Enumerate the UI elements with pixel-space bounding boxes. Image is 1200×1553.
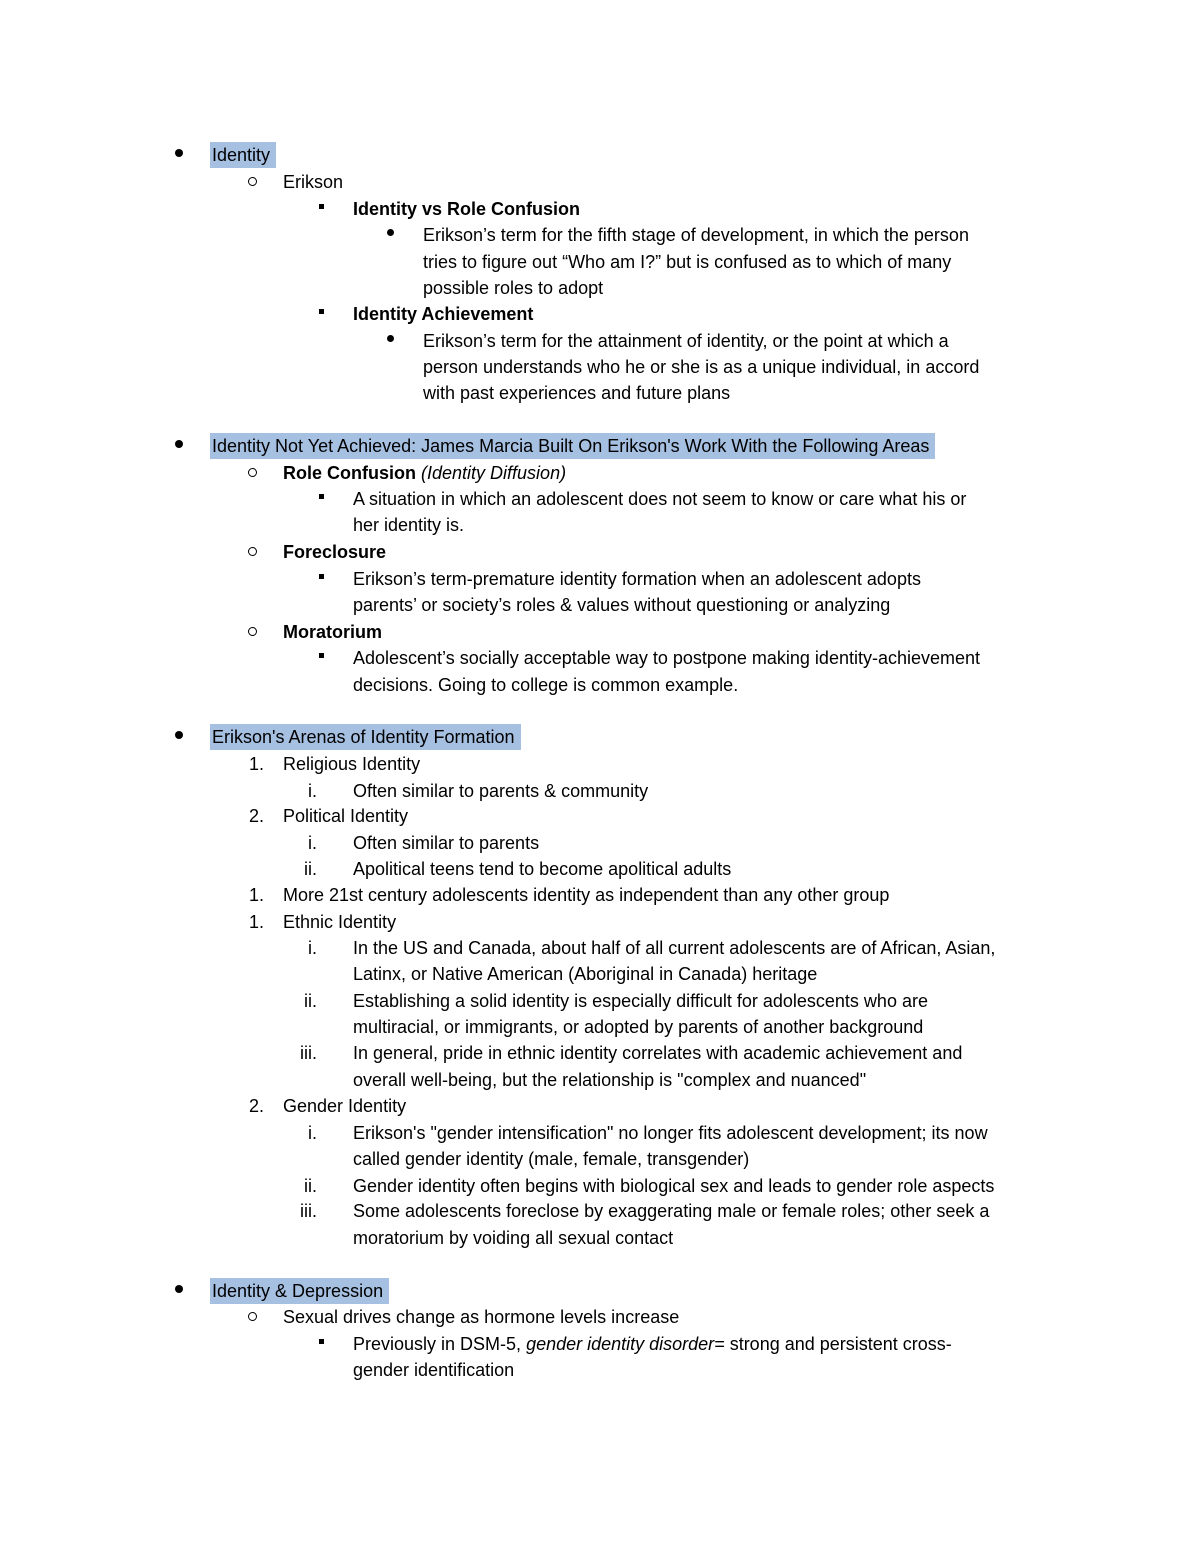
list-item [0,566,1200,592]
list-item [0,196,1200,222]
list-item-label: Establishing a solid identity is especially difficult for adolescents who are [353,991,928,1011]
definition-continuation [0,249,1200,275]
bullet-square-icon [319,204,324,209]
definition-line: Erikson’s term for the fifth stage of development, in which the person [423,225,969,245]
list-roman-numeral: ii. [304,859,317,879]
list-number: 1. [248,912,264,932]
definition-continuation [0,1014,1200,1040]
list-item [0,909,1200,935]
list-item [0,301,1200,327]
term-moratorium: Moratorium [283,622,382,642]
list-roman-numeral: ii. [304,1176,317,1196]
list-item [0,1173,1200,1199]
list-item [0,856,1200,882]
list-item [0,222,1200,248]
list-number: 1. [248,754,264,774]
list-number: 2. [248,1096,264,1116]
definition-line: Erikson’s term for the attainment of identity, or the point at which a [423,331,949,351]
list-item [0,645,1200,671]
definition-continuation [0,1067,1200,1093]
bullet-circle-icon [248,627,257,636]
list-item [0,988,1200,1014]
list-item [0,935,1200,961]
definition-continuation [0,1357,1200,1383]
list-item-label: moratorium by voiding all sexual contact [353,1228,674,1248]
list-roman-numeral: iii. [300,1201,317,1221]
list-item-label: Often similar to parents & community [353,781,649,801]
bullet-circle-icon [248,1312,257,1321]
heading-depression-row [0,1278,1200,1304]
bullet-square-icon [319,1339,324,1344]
definition-continuation [0,672,1200,698]
bullet-circle-icon [248,547,257,556]
list-item-label: multiracial, or immigrants, or adopted by parents of another background [353,1017,924,1037]
definition-continuation [0,354,1200,380]
list-item-label: Gender identity often begins with biological sex and leads to gender role aspects [353,1176,995,1196]
definition-continuation [0,961,1200,987]
list-item [0,778,1200,804]
list-item [0,803,1200,829]
list-item-label: Religious Identity [283,754,421,774]
list-item-label [283,460,566,486]
bullet-disc-icon [175,149,183,157]
list-item-label: Apolitical teens tend to become apolitical adults [353,859,732,879]
list-item [0,619,1200,645]
bullet-disc-icon [175,1285,183,1293]
list-item-label: overall well-being, but the relationship is "complex and nuanced" [353,1070,867,1090]
list-item [0,830,1200,856]
list-roman-numeral: i. [308,938,317,958]
list-roman-numeral: ii. [304,991,317,1011]
bullet-square-icon [319,494,324,499]
definition-line: parents’ or society’s roles & values without questioning or analyzing [353,595,891,615]
section-heading-identity: Identity [210,142,276,168]
list-item-label: Sexual drives change as hormone levels increase [283,1307,680,1327]
list-item-label: Some adolescents foreclose by exaggerating male or female roles; other seek a [353,1201,990,1221]
heading-identity-row [0,142,1200,168]
term-role-confusion: Role Confusion [283,463,416,483]
definition-line: person understands who he or she is as a unique individual, in accord [423,357,980,377]
list-item [0,486,1200,512]
definition-line: decisions. Going to college is common example. [353,675,739,695]
definition-continuation [0,592,1200,618]
bullet-square-icon [319,653,324,658]
list-item [0,1093,1200,1119]
definition-line: possible roles to adopt [423,278,604,298]
bullet-disc-icon [387,229,394,236]
dsm-suffix: strong and persistent cross- [724,1334,952,1354]
bullet-disc-icon [175,731,183,739]
section-heading-not-yet-achieved: Identity Not Yet Achieved: James Marcia Built On Erikson's Work With the Following Areas [210,433,935,459]
definition-line: Adolescent’s socially acceptable way to postpone making identity-achievement [353,648,981,668]
definition-line: tries to figure out “Who am I?” but is confused as to which of many [423,252,952,272]
list-item [0,539,1200,565]
list-item [0,882,1200,908]
list-item [0,1120,1200,1146]
section-heading-depression: Identity & Depression [210,1278,389,1304]
list-item [0,1198,1200,1224]
definition-line: gender identification [353,1360,515,1380]
definition-continuation [0,1225,1200,1251]
term-foreclosure: Foreclosure [283,542,387,562]
list-number: 1. [248,885,264,905]
definition-line: her identity is. [353,515,465,535]
list-item-label: Latinx, or Native American (Aboriginal in Canada) heritage [353,964,818,984]
definition-line: with past experiences and future plans [423,383,731,403]
dsm-prefix: Previously in DSM-5, [353,1334,527,1354]
list-item-label: Erikson's "gender intensification" no longer fits adolescent development; its now [353,1123,988,1143]
list-item [0,1040,1200,1066]
bullet-square-icon [319,309,324,314]
definition-line [353,1331,952,1357]
section-heading-arenas: Erikson's Arenas of Identity Formation [210,724,521,750]
bullet-circle-icon [248,468,257,477]
heading-arenas-row [0,724,1200,750]
list-item [0,751,1200,777]
list-roman-numeral: i. [308,781,317,801]
list-item-label: called gender identity (male, female, transgender) [353,1149,750,1169]
definition-continuation [0,1146,1200,1172]
list-roman-numeral: i. [308,1123,317,1143]
definition-continuation [0,275,1200,301]
definition-continuation [0,380,1200,406]
definition-line: A situation in which an adolescent does not seem to know or care what his or [353,489,967,509]
term-role-confusion-alt: (Identity Diffusion) [421,463,567,483]
list-roman-numeral: iii. [300,1043,317,1063]
list-item-label: Ethnic Identity [283,912,397,932]
list-item [0,1331,1200,1357]
heading-not-yet-row [0,433,1200,459]
list-item-label: In general, pride in ethnic identity correlates with academic achievement and [353,1043,963,1063]
list-item-label: In the US and Canada, about half of all current adolescents are of African, Asian, [353,938,996,958]
bullet-square-icon [319,574,324,579]
list-item-label: Gender Identity [283,1096,407,1116]
list-item-label: Political Identity [283,806,409,826]
term-identity-achievement: Identity Achievement [353,304,534,324]
bullet-circle-icon [248,177,257,186]
bullet-disc-icon [175,440,183,448]
term-identity-vs-role-confusion: Identity vs Role Confusion [353,199,581,219]
list-item [0,328,1200,354]
list-item-label: Erikson [283,172,344,192]
definition-line: Erikson’s term-premature identity formation when an adolescent adopts [353,569,921,589]
list-item [0,169,1200,195]
bullet-disc-icon [387,335,394,342]
list-number: 2. [248,806,264,826]
list-item [0,1304,1200,1330]
list-roman-numeral: i. [308,833,317,853]
definition-continuation [0,512,1200,538]
list-item-label: More 21st century adolescents identity as independent than any other group [283,885,890,905]
list-item-label: Often similar to parents [353,833,540,853]
term-gender-identity-disorder: gender identity disorder= [526,1334,725,1354]
list-item [0,460,1200,486]
